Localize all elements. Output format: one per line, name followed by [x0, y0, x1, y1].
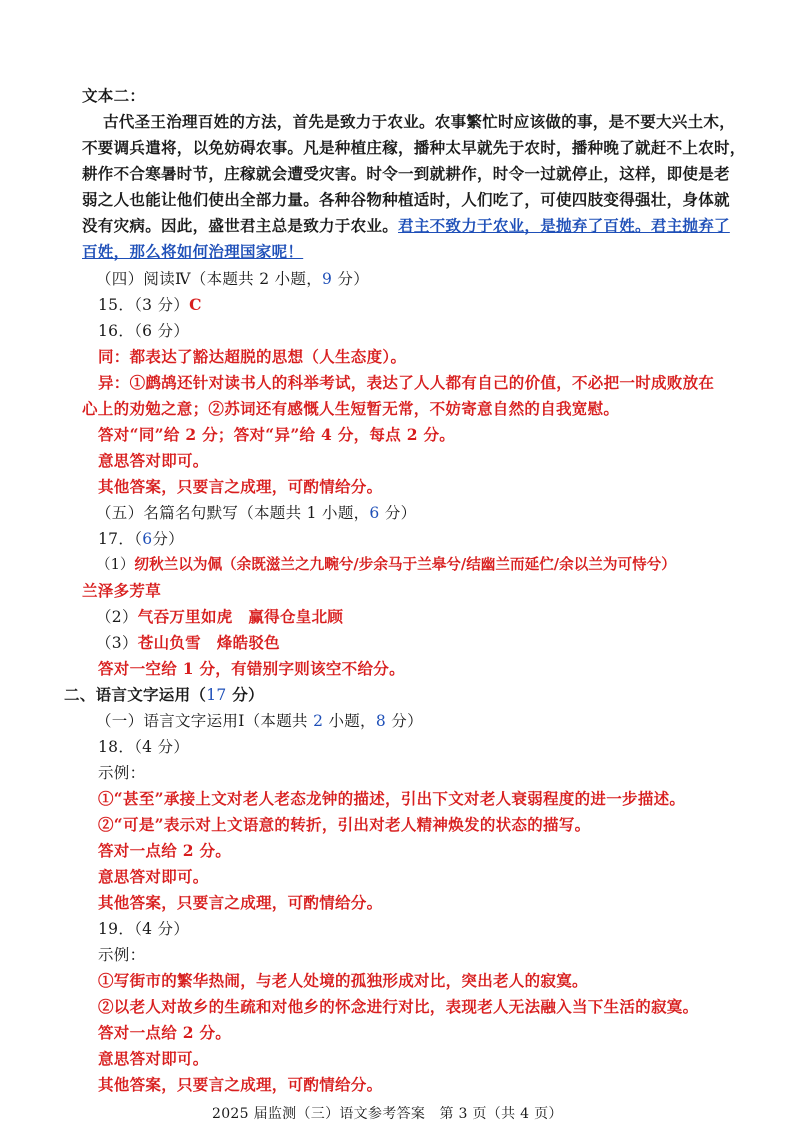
section4-title — [96, 268, 369, 290]
subsection1-count: 2 — [313, 712, 324, 730]
text2-line-3: 耕作不合寒暑时节，庄稼就会遭受灾害。时令一到就耕作，时令一过就停止，这样，即使是老 — [82, 164, 730, 183]
q17-label — [98, 528, 184, 550]
q19-answer-2: ②以老人对故乡的生疏和对他乡的怀念进行对比，表现老人无法融入当下生活的寂寞。 — [98, 997, 699, 1016]
text2-line-2: 不要调兵遣将，以免妨碍农事。凡是种植庄稼，播种太早就先于农时，播种晚了就赶不上农时， — [82, 138, 746, 157]
part2-title-post: 分） — [226, 685, 264, 704]
section4-score: 9 — [322, 270, 333, 288]
q19-scoring: 答对一点给 2 分。 — [98, 1023, 232, 1042]
text2-highlight-2: 百姓，那么将如何治理国家呢！ — [82, 242, 304, 261]
q17-item3-answer: 苍山负雪 烽皓驳色 — [137, 633, 280, 652]
q18-answer-2: ②“可是”表示对上文语意的转折，引出对老人精神焕发的状态的描写。 — [98, 815, 591, 834]
q15 — [98, 294, 202, 316]
part2-title-pre: 二、语言文字运用（ — [64, 685, 207, 704]
q16-diff-1: 异：①鹧鸪还针对读书人的科举考试，表达了人人都有自己的价值，不必把一时成败放在 — [98, 373, 715, 392]
q17-item2-answer: 气吞万里如虎 赢得仓皇北顾 — [137, 607, 344, 626]
q17-item3-num: （3） — [96, 634, 138, 652]
text2-line-5-plain: 没有灾病。因此，盛世君主总是致力于农业。 — [82, 216, 399, 235]
q17-item2 — [96, 606, 343, 628]
q18-label: 18．（4 分） — [98, 738, 190, 756]
text2-highlight-1: 君主不致力于农业，是抛弃了百姓。君主抛弃了 — [398, 216, 730, 235]
subsection1-title-post: 分） — [386, 712, 423, 730]
q16-scoring: 答对“同”给 2 分；答对“异”给 4 分，每点 2 分。 — [98, 425, 456, 444]
q19-note1: 意思答对即可。 — [98, 1049, 209, 1068]
q17-item2-num: （2） — [96, 608, 138, 626]
q16-diff-2: 心上的劝勉之意；②苏词还有感慨人生短暂无常，不妨寄意自然的自我宽慰。 — [82, 399, 620, 418]
part2-score: 17 — [206, 686, 227, 704]
q17-item1-answer: 纫秋兰以为佩（余既滋兰之九畹兮/步余马于兰皋兮/结幽兰而延伫/余以兰为可恃兮） — [134, 556, 676, 573]
q16-note2: 其他答案，只要言之成理，可酌情给分。 — [98, 477, 383, 496]
q17-item1 — [96, 554, 676, 576]
part2-title — [64, 684, 264, 706]
subsection1-title-mid: 小题， — [323, 712, 376, 730]
section5-title — [96, 502, 416, 524]
q17-label-pre: 17．（ — [98, 530, 143, 548]
text2-line-1: 古代圣王治理百姓的方法，首先是致力于农业。农事繁忙时应该做的事，是不要大兴土木， — [103, 112, 736, 131]
q17-label-post: 分） — [152, 530, 184, 548]
q18-scoring: 答对一点给 2 分。 — [98, 841, 232, 860]
q18-answer-1: ①“甚至”承接上文对老人老态龙钟的描述，引出下文对老人衰弱程度的进一步描述。 — [98, 789, 686, 808]
page-footer: 2025 届监测（三）语文参考答案 第 3 页（共 4 页） — [212, 1106, 563, 1122]
q19-note2: 其他答案，只要言之成理，可酌情给分。 — [98, 1075, 383, 1094]
q19-answer-1: ①写街市的繁华热闹，与老人处境的孤独形成对比，突出老人的寂寞。 — [98, 971, 588, 990]
q15-label: 15．（3 分） — [98, 296, 190, 314]
q16-label: 16．（6 分） — [98, 322, 190, 340]
q17-score: 6 — [142, 530, 153, 548]
text2-heading: 文本二： — [82, 86, 146, 105]
q18-example: 示例： — [98, 764, 146, 782]
q17-item3 — [96, 632, 280, 654]
q16-note1: 意思答对即可。 — [98, 451, 209, 470]
subsection1-title-pre: （一）语言文字运用Ⅰ（本题共 — [96, 712, 314, 730]
text2-line-4: 弱之人也能让他们使出全部力量。各种谷物种植适时，人们吃了，可使四肢变得强壮，身体就 — [82, 190, 730, 209]
subsection1-score: 8 — [375, 712, 387, 730]
text2-line-5 — [82, 215, 730, 237]
section5-title-post: 分） — [379, 504, 417, 522]
section4-title-pre: （四）阅读Ⅳ（本题共 2 小题， — [96, 270, 323, 288]
q17-item1-answer-cont: 兰泽多芳草 — [82, 581, 162, 600]
section4-title-post: 分） — [332, 270, 370, 288]
subsection1-title — [96, 710, 423, 732]
section5-score: 6 — [369, 504, 380, 522]
q17-item1-num: （1） — [96, 556, 135, 573]
q15-answer: C — [189, 295, 202, 314]
q19-label: 19．（4 分） — [98, 920, 190, 938]
q19-example: 示例： — [98, 946, 146, 964]
q18-note2: 其他答案，只要言之成理，可酌情给分。 — [98, 893, 383, 912]
q16-same: 同：都表达了豁达超脱的思想（人生态度）。 — [98, 347, 407, 366]
section5-title-pre: （五）名篇名句默写（本题共 1 小题， — [96, 504, 370, 522]
q18-note1: 意思答对即可。 — [98, 867, 209, 886]
q17-scoring: 答对一空给 1 分，有错别字则该空不给分。 — [98, 659, 405, 678]
